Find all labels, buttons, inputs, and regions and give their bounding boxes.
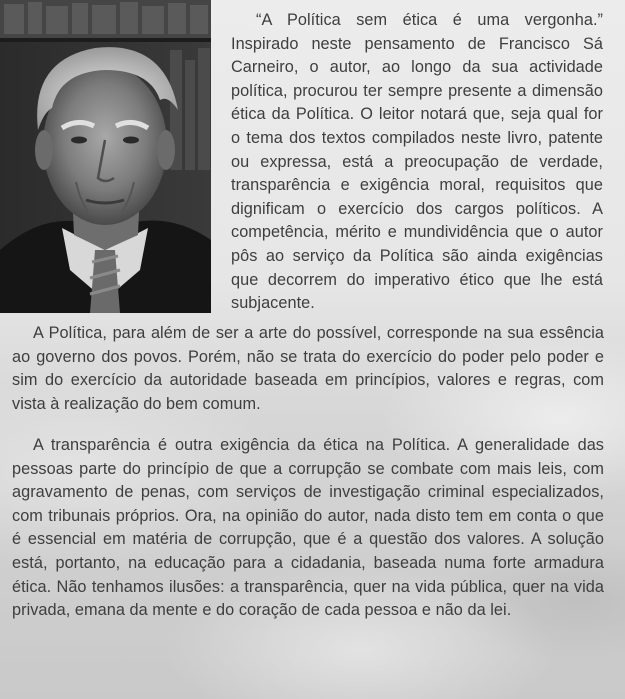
portrait-photo-icon xyxy=(0,0,211,313)
intro-paragraph xyxy=(231,9,603,316)
paragraph-2: A Política, para além de ser a arte do possível, corresponde na sua essência ao governo dos povos. Porém, não se trata do exercício do poder pelo poder e sim do exercício da autoridade baseada em princípios, valores e regras, com vista à realização do bem comum. xyxy=(12,324,604,413)
author-portrait-photo xyxy=(0,0,211,313)
second-paragraph-block xyxy=(12,322,604,416)
paragraph-3: A transparência é outra exigência da ética na Política. A generalidade das pessoas parte do princípio de que a corrupção se combate com mais leis, com agravamento de penas, com serviços de investigação criminal especializados, com tribunais próprios. Ora, na opinião do autor, nada disto tem em conta o que é essencial em matéria de corrupção, que é a questão dos valores. A solução está, portanto, na educação para a cidadania, baseada numa forte armadura ética. Não tenhamos ilusões: a transparência, quer na vida pública, quer na vida privada, emana da mente e do coração de cada pessoa e não da lei. xyxy=(12,436,604,620)
paragraph-1: “A Política sem ética é uma vergonha.” Inspirado neste pensamento de Francisco Sá Carneiro, o autor, ao longo da sua actividade política, procurou ter sempre presente a dimensão ética da Política. O leitor notará que, seja qual for o tema dos textos compilados neste livro, patente ou expressa, está a preocupação de verdade, transparência e exigência moral, requisitos que dignificam o exercício dos cargos políticos. A competência, mérito e mundividência que o autor pôs ao serviço da Política são ainda exigências que decorrem do imperativo ético que lhe está subjacente. xyxy=(231,11,603,313)
third-paragraph-block xyxy=(12,434,604,623)
